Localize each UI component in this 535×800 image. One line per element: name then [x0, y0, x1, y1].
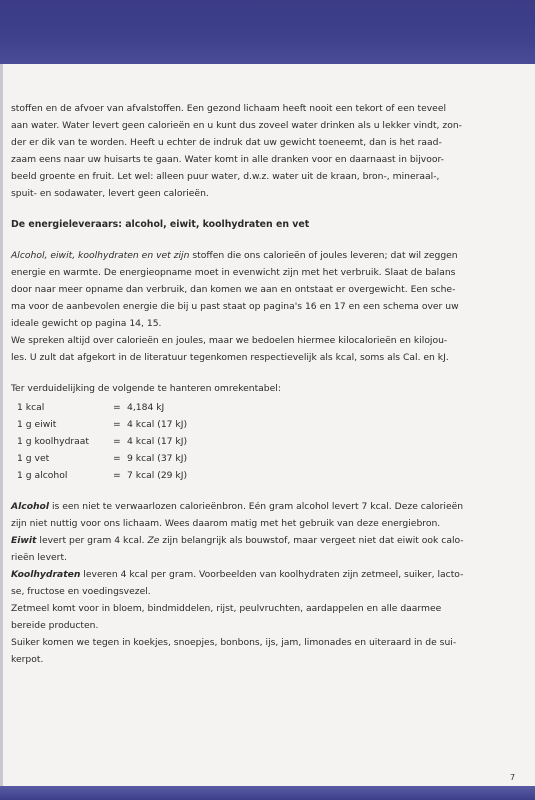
text-line: zaam eens naar uw huisarts te gaan. Water komt in alle dranken voor en daarnaast in bijvoor-: [11, 154, 444, 165]
koolhydraten-text: leveren 4 kcal per gram. Voorbeelden van koolhydraten zijn zetmeel, suiker, lacto-: [80, 569, 464, 580]
text-line: [11, 566, 526, 583]
equals-sign: =: [113, 419, 121, 430]
text-line: aan water. Water levert geen calorieën en u kunt dus zoveel water drinken als u lekker vindt, zon-: [11, 120, 462, 131]
energy-paragraph: [11, 247, 526, 366]
eiwit-italic: Ze: [147, 535, 160, 546]
text-line: der er dik van te worden. Heeft u echter de indruk dat uw gewicht toeneemt, dan is het raad-: [11, 137, 442, 148]
term-koolhydraten: Koolhydraten: [11, 569, 81, 580]
conversion-table: [11, 380, 526, 484]
table-row: [11, 467, 526, 484]
page-body: [11, 100, 526, 668]
unit-cell: 1 g alcohol: [17, 470, 68, 481]
value-cell: 4 kcal (17 kJ): [127, 436, 188, 447]
table-row: [11, 399, 526, 416]
text-line: [11, 247, 526, 264]
lead-rest: stoffen die ons calorieën of joules leveren; dat wil zeggen: [189, 250, 458, 261]
equals-sign: =: [113, 402, 121, 413]
table-intro: Ter verduidelijking de volgende te hanteren omrekentabel:: [11, 383, 281, 394]
value-cell: 7 kcal (29 kJ): [127, 470, 188, 481]
equals-sign: =: [113, 453, 121, 464]
page-edge: [0, 64, 3, 800]
text-line: We spreken altijd over calorieën en joules, maar we bedoelen hiermee kilocalorieën en kilojou-: [11, 335, 448, 346]
text-line: spuit- en sodawater, levert geen calorieën.: [11, 188, 209, 199]
text-line: energie en warmte. De energieopname moet in evenwicht zijn met het verbruik. Slaat de balans: [11, 267, 456, 278]
section-heading: De energieleveraars: alcohol, eiwit, koolhydraten en vet: [11, 219, 310, 230]
table-row: [11, 433, 526, 450]
text-line: beeld groente en fruit. Let wel: alleen puur water, d.w.z. water uit de kraan, bron-, mineraal-,: [11, 171, 440, 182]
term-eiwit: Eiwit: [11, 535, 37, 546]
unit-cell: 1 g koolhydraat: [17, 436, 90, 447]
text-line: stoffen en de afvoer van afvalstoffen. Een gezond lichaam heeft nooit een tekort of een teveel: [11, 103, 447, 114]
text-line: Suiker komen we tegen in koekjes, snoepjes, bonbons, ijs, jam, limonades en uiteraard in de sui-: [11, 637, 457, 648]
eiwit-text: levert per gram 4 kcal.: [36, 535, 148, 546]
text-line: ma voor de aanbevolen energie die bij u past staat op pagina's 16 en 17 en een schema over uw: [11, 301, 459, 312]
eiwit-text-rest: zijn belangrijk als bouwstof, maar vergeet niet dat eiwit ook calo-: [159, 535, 464, 546]
unit-cell: 1 g vet: [17, 453, 50, 464]
table-row: [11, 416, 526, 433]
term-alcohol: Alcohol: [11, 501, 50, 512]
text-line: [11, 498, 526, 515]
intro-paragraph: [11, 100, 526, 202]
value-cell: 4,184 kJ: [127, 402, 165, 413]
text-line: rieën levert.: [11, 552, 67, 563]
text-line: ideale gewicht op pagina 14, 15.: [11, 318, 162, 329]
text-line: les. U zult dat afgekort in de literatuur tegenkomen respectievelijk als kcal, soms als Cal. en kJ.: [11, 352, 449, 363]
unit-cell: 1 g eiwit: [17, 419, 57, 430]
text-line: se, fructose en voedingsvezel.: [11, 586, 151, 597]
text-line: door naar meer opname dan verbruik, dan komen we aan en ontstaat er overgewicht. Een sche-: [11, 284, 456, 295]
equals-sign: =: [113, 470, 121, 481]
text-line: zijn niet nuttig voor ons lichaam. Wees daarom matig met het gebruik van deze energiebron.: [11, 518, 441, 529]
alcohol-text: is een niet te verwaarlozen calorieënbron. Eén gram alcohol levert 7 kcal. Deze calorieën: [49, 501, 464, 512]
header-band: [0, 0, 535, 64]
value-cell: 4 kcal (17 kJ): [127, 419, 188, 430]
unit-cell: 1 kcal: [17, 402, 45, 413]
lead-italic: Alcohol, eiwit, koolhydraten en vet zijn: [11, 250, 190, 261]
nutrients-section: [11, 498, 526, 668]
footer-band: [0, 786, 535, 800]
text-line: Zetmeel komt voor in bloem, bindmiddelen, rijst, peulvruchten, aardappelen en alle daarmee: [11, 603, 442, 614]
equals-sign: =: [113, 436, 121, 447]
text-line: [11, 532, 526, 549]
value-cell: 9 kcal (37 kJ): [127, 453, 188, 464]
table-row: [11, 450, 526, 467]
text-line: kerpot.: [11, 654, 44, 665]
page-number: 7: [510, 773, 516, 782]
text-line: bereide producten.: [11, 620, 99, 631]
